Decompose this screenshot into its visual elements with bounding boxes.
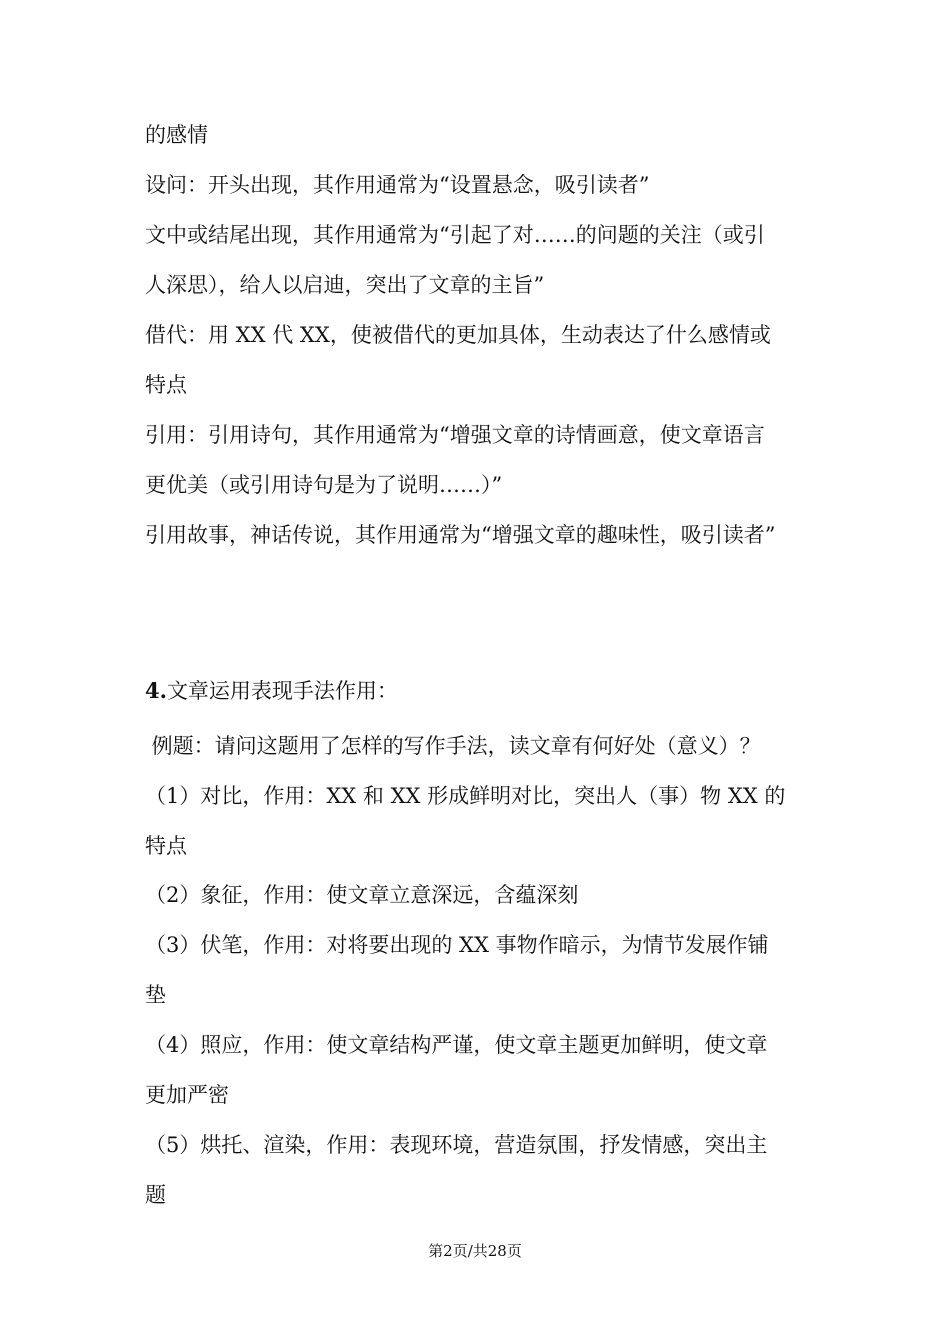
text-line: 设问：开头出现，其作用通常为“设置悬念，吸引读者” (145, 173, 650, 197)
text-line: 题 (145, 1183, 166, 1207)
section-title: 文章运用表现手法作用： (166, 679, 398, 703)
text-line: 更优美（或引用诗句是为了说明……）” (145, 473, 503, 497)
text-line: 特点 (145, 373, 187, 397)
text-line: 引用：引用诗句，其作用通常为“增强文章的诗情画意，使文章语言 (145, 423, 765, 447)
text-line: 的感情 (145, 123, 208, 147)
text-line: （3）伏笔，作用：对将要出现的 XX 事物作暗示，为情节发展作铺 (145, 933, 769, 957)
text-line: （1）对比，作用：XX 和 XX 形成鲜明对比，突出人（事）物 XX 的 (145, 784, 786, 808)
text-line: 更加严密 (145, 1083, 229, 1107)
text-line: （2）象征，作用：使文章立意深远，含蕴深刻 (145, 883, 579, 907)
section-heading (145, 676, 815, 706)
text-line: 人深思），给人以启迪，突出了文章的主旨” (145, 273, 545, 297)
text-line: 特点 (145, 834, 187, 858)
page-footer: 第2页/共28页 (428, 1242, 522, 1260)
text-line: 引用故事，神话传说，其作用通常为“增强文章的趣味性，吸引读者” (145, 523, 776, 547)
text-line: （5）烘托、渲染，作用：表现环境，营造氛围，抒发情感，突出主 (145, 1133, 768, 1157)
text-line: 文中或结尾出现，其作用通常为“引起了对……的问题的关注（或引 (145, 223, 765, 247)
section-number: 4. (145, 678, 167, 703)
text-line: （4）照应，作用：使文章结构严谨，使文章主题更加鲜明，使文章 (145, 1033, 768, 1057)
text-line: 借代：用 XX 代 XX，使被借代的更加具体，生动表达了什么感情或 (145, 323, 771, 347)
text-line: 垫 (145, 983, 166, 1007)
text-line: 例题：请问这题用了怎样的写作手法，读文章有何好处（意义）？ (145, 734, 761, 758)
